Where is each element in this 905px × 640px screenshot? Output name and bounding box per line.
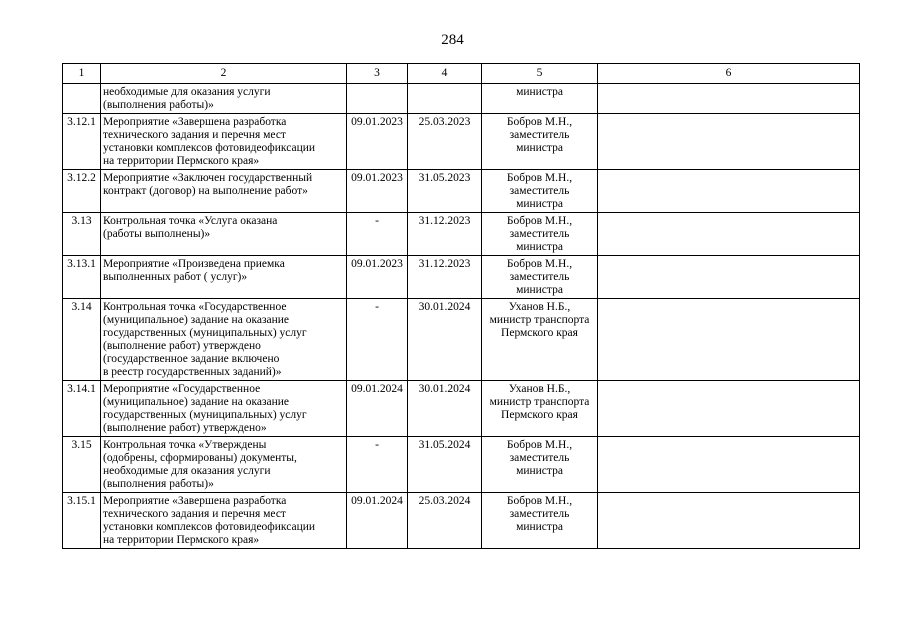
cell-note (598, 213, 860, 256)
cell-responsible: Бобров М.Н., заместитель министра (482, 213, 598, 256)
cell-note (598, 381, 860, 437)
column-header: 6 (598, 64, 860, 84)
cell-number: 3.15 (63, 437, 101, 493)
table-row (63, 299, 860, 381)
cell-note (598, 84, 860, 114)
cell-note (598, 493, 860, 549)
cell-start-date: - (347, 437, 408, 493)
cell-description: Мероприятие «Завершена разработка технического задания и перечня мест установки комплексов фотовидеофиксации на территории Пермского края» (101, 493, 347, 549)
cell-end-date: 31.05.2023 (408, 170, 482, 213)
column-header: 2 (101, 64, 347, 84)
cell-number: 3.13.1 (63, 256, 101, 299)
cell-end-date: 30.01.2024 (408, 299, 482, 381)
cell-description: Контрольная точка «Утверждены (одобрены, сформированы) документы, необходимые для оказания услуги (выполнения работы)» (101, 437, 347, 493)
cell-start-date: - (347, 299, 408, 381)
cell-end-date: 31.05.2024 (408, 437, 482, 493)
column-header: 3 (347, 64, 408, 84)
cell-end-date: 31.12.2023 (408, 256, 482, 299)
cell-start-date: 09.01.2024 (347, 493, 408, 549)
table-row (63, 170, 860, 213)
cell-responsible: Бобров М.Н., заместитель министра (482, 256, 598, 299)
cell-responsible: Уханов Н.Б., министр транспорта Пермского края (482, 381, 598, 437)
cell-start-date: 09.01.2023 (347, 256, 408, 299)
cell-start-date (347, 84, 408, 114)
cell-description: Контрольная точка «Государственное (муниципальное) задание на оказание государственных (муниципальных) услуг (выполнение работ) утверждено (государственное задание включено в реестр государственных заданий)» (101, 299, 347, 381)
cell-responsible: Бобров М.Н., заместитель министра (482, 114, 598, 170)
table-row (63, 213, 860, 256)
cell-responsible: министра (482, 84, 598, 114)
table-row (63, 437, 860, 493)
cell-start-date: 09.01.2023 (347, 170, 408, 213)
cell-number: 3.15.1 (63, 493, 101, 549)
cell-number: 3.13 (63, 213, 101, 256)
cell-number (63, 84, 101, 114)
cell-start-date: 09.01.2023 (347, 114, 408, 170)
table-row (63, 114, 860, 170)
cell-note (598, 170, 860, 213)
cell-end-date: 25.03.2023 (408, 114, 482, 170)
cell-number: 3.14 (63, 299, 101, 381)
cell-description: Мероприятие «Завершена разработка технического задания и перечня мест установки комплексов фотовидеофиксации на территории Пермского края» (101, 114, 347, 170)
cell-description: Контрольная точка «Услуга оказана (работы выполнены)» (101, 213, 347, 256)
cell-end-date: 25.03.2024 (408, 493, 482, 549)
table-row (63, 381, 860, 437)
cell-end-date: 30.01.2024 (408, 381, 482, 437)
page-number: 284 (441, 32, 464, 48)
cell-note (598, 437, 860, 493)
column-header: 4 (408, 64, 482, 84)
cell-end-date: 31.12.2023 (408, 213, 482, 256)
plan-table (62, 63, 860, 549)
table-row (63, 84, 860, 114)
column-header: 5 (482, 64, 598, 84)
cell-description: необходимые для оказания услуги (выполнения работы)» (101, 84, 347, 114)
cell-note (598, 114, 860, 170)
cell-description: Мероприятие «Государственное (муниципальное) задание на оказание государственных (муниципальных) услуг (выполнение работ) утверждено» (101, 381, 347, 437)
cell-responsible: Уханов Н.Б., министр транспорта Пермского края (482, 299, 598, 381)
cell-start-date: 09.01.2024 (347, 381, 408, 437)
column-header: 1 (63, 64, 101, 84)
cell-number: 3.12.1 (63, 114, 101, 170)
cell-end-date (408, 84, 482, 114)
cell-number: 3.12.2 (63, 170, 101, 213)
cell-responsible: Бобров М.Н., заместитель министра (482, 437, 598, 493)
cell-responsible: Бобров М.Н., заместитель министра (482, 170, 598, 213)
cell-number: 3.14.1 (63, 381, 101, 437)
table-row (63, 256, 860, 299)
table-row (63, 493, 860, 549)
header-row (63, 64, 860, 84)
cell-description: Мероприятие «Заключен государственный контракт (договор) на выполнение работ» (101, 170, 347, 213)
cell-responsible: Бобров М.Н., заместитель министра (482, 493, 598, 549)
cell-start-date: - (347, 213, 408, 256)
cell-note (598, 256, 860, 299)
cell-note (598, 299, 860, 381)
cell-description: Мероприятие «Произведена приемка выполненных работ ( услуг)» (101, 256, 347, 299)
